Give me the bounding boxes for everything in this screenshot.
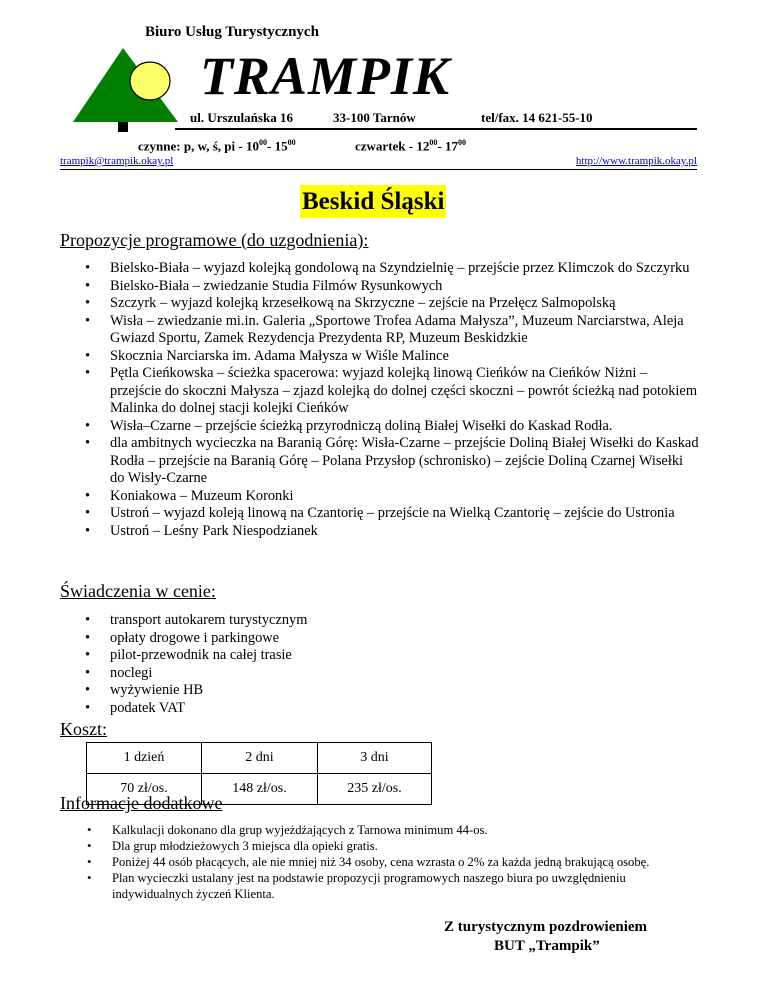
list-item: • Pętla Cieńkowska – ścieżka spacerowa: wyjazd kolejką linową Cieńków na Cieńków Niżni – przejście do skoczni Małysza – zjazd kolejką do dolnej części skoczni – powrót ścieżką nad potokiem Malinka do dolnej stacji kolejki Cieńków xyxy=(60,365,700,418)
info-heading: Informacje dodatkowe xyxy=(60,793,223,813)
email-link[interactable]: trampik@trampik.okay.pl xyxy=(60,155,174,167)
table-row xyxy=(87,743,432,774)
page-title: Beskid Śląski xyxy=(300,185,446,218)
opening-hours-thursday: czwartek - $12^{00}-$ $17^{00}$ xyxy=(355,138,466,154)
list-item: • transport autokarem turystycznym xyxy=(60,612,700,630)
list-item: • Poniżej 44 osób płacących, ale nie mniej niż 34 osoby, cena wzrasta o 2% za każda jedną brakującą osobę. xyxy=(60,854,710,870)
brand-name: TRAMPIK xyxy=(200,46,451,106)
list-item: • Koniakowa – Muzeum Koronki xyxy=(60,488,700,506)
list-item: • Plan wycieczki ustalany jest na podstawie propozycji programowych naszego biura po uwzględnieniu indywidualnych życzeń Klienta. xyxy=(60,870,710,902)
list-item: • opłaty drogowe i parkingowe xyxy=(60,630,700,648)
address: ul. Urszulańska 16 xyxy=(190,110,293,125)
list-item: • Kalkulacji dokonano dla grup wyjeżdżających z Tarnowa minimum 44-os. xyxy=(60,822,710,838)
closing-greeting: Z turystycznym pozdrowieniem xyxy=(444,919,648,935)
trampik-logo xyxy=(68,46,198,137)
list-item: • Dla grup młodzieżowych 3 miejsca dla opieki gratis. xyxy=(60,838,710,854)
list-item: • dla ambitnych wycieczka na Baranią Górę: Wisła-Czarne – przejście Doliną Białej Wisełki do Kaskad Rodła – przejście na Baranią Górę – Polana Przysłop (schronisko) – zejście Doliną Czarnej Wisełki do Wisły-Czarne xyxy=(60,435,700,488)
list-item: • Bielsko-Biała – zwiedzanie Studia Filmów Rysunkowych xyxy=(60,278,700,296)
opening-hours-weekdays: czynne: p, w, ś, pi - $10^{00}-$ $15^{00}$ xyxy=(138,138,296,154)
list-item: • noclegi xyxy=(60,665,700,683)
header-bottom-rule xyxy=(60,169,697,170)
header-rule xyxy=(175,128,697,130)
phone: tel/fax. 14 621-55-10 xyxy=(481,110,593,125)
table-cell: 148 zł/os. xyxy=(202,774,318,805)
list-item: • pilot-przewodnik na całej trasie xyxy=(60,647,700,665)
list-item: • Ustroń – wyjazd koleją linową na Czantorię – przejście na Wielką Czantorię – zejście do Ustronia xyxy=(60,505,700,523)
table-cell: 2 dni xyxy=(202,743,318,774)
program-list xyxy=(60,260,700,540)
list-item: • Skocznia Narciarska im. Adama Małysza w Wiśle Malince xyxy=(60,348,700,366)
list-item: • Szczyrk – wyjazd kolejką krzesełkową na Skrzyczne – zejście na Przełęcz Salmopolską xyxy=(60,295,700,313)
sun-shape xyxy=(130,62,170,100)
city: 33-100 Tarnów xyxy=(333,110,416,125)
table-cell: 3 dni xyxy=(318,743,432,774)
website-link[interactable]: http://www.trampik.okay.pl xyxy=(575,155,697,167)
benefits-list xyxy=(60,612,700,717)
list-item: • Bielsko-Biała – wyjazd kolejką gondolową na Szyndzielnię – przejście przez Klimczok do Szczyrku xyxy=(60,260,700,278)
closing-signature: BUT „Trampik” xyxy=(494,938,600,954)
list-item: • wyżywienie HB xyxy=(60,682,700,700)
agency-name: Biuro Usług Turystycznych xyxy=(145,24,319,40)
list-item: • Wisła–Czarne – przejście ścieżką przyrodniczą doliną Białej Wisełki do Kaskad Rodła. xyxy=(60,418,700,436)
table-cell: 1 dzień xyxy=(87,743,202,774)
list-item: • podatek VAT xyxy=(60,700,700,718)
table-cell: 70 zł/os. xyxy=(87,774,202,805)
list-item: • Ustroń – Leśny Park Niespodzianek xyxy=(60,523,700,541)
program-heading: Propozycje programowe (do uzgodnienia): xyxy=(60,230,369,250)
tree-trunk xyxy=(118,122,128,132)
info-list xyxy=(60,822,710,902)
cost-heading: Koszt: xyxy=(60,719,107,739)
list-item: • Wisła – zwiedzanie mi.in. Galeria „Sportowe Trofea Adama Małysza”, Muzeum Narciarstwa, Aleja Gwiazd Sportu, Zamek Rezydencja Prezydenta RP, Muzeum Beskidzkie xyxy=(60,313,700,348)
benefits-heading: Świadczenia w cenie: xyxy=(60,581,216,601)
table-cell: 235 zł/os. xyxy=(318,774,432,805)
